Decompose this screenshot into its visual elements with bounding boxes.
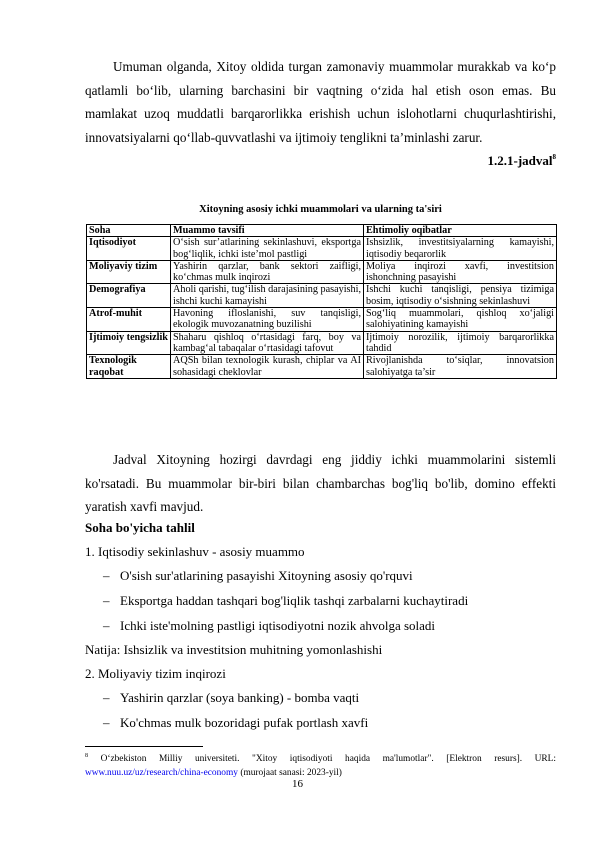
table-cell-soha: Demografiya [87,284,171,308]
table-cell-consequences: Ishsizlik, investitsiyalarning kamayishi, iqtisodiy beqarorlik [364,237,557,261]
table-cell-description: Aholi qarishi, tug‘ilish darajasining pasayishi, ishchi kuchi kamayishi [171,284,364,308]
table-cell-description: Havoning ifloslanishi, suv tanqisligi, ekologik muvozanatning buzilishi [171,308,364,332]
table-cell-description: AQSh bilan texnologik kurash, chiplar va AI sohasidagi cheklovlar [171,355,364,379]
table-cell-soha: Moliyaviy tizim [87,260,171,284]
list-item [103,592,468,610]
table-cell-description: Yashirin qarzlar, bank sektori zaifligi, ko‘chmas mulk inqirozi [171,260,364,284]
table-row [87,284,557,308]
table-cell-consequences: Ishchi kuchi tanqisligi, pensiya tizimiga bosim, iqtisodiy o‘sishning sekinlashuvi [364,284,557,308]
section-heading: Soha bo'yicha tahlil [85,520,195,535]
table-cell-consequences: Sog‘liq muammolari, qishloq xo‘jaligi salohiyatining kamayishi [364,308,557,332]
table-cell-consequences: Rivojlanishda to‘siqlar, innovatsion salohiyatga ta’sir [364,355,557,379]
table-row [87,331,557,355]
table-header-row [87,225,557,237]
footnote-text: O‘zbekiston Milliy universiteti. "Xitoy iqtisodiyoti haqida ma'lumotlar". [Elektron resurs]. URL: [100,754,556,764]
list-item-text: O'sish sur'atlarining pasayishi Xitoyning asosiy qo'rquvi [120,568,413,583]
table-cell-soha: Ijtimoiy tengsizlik [87,331,171,355]
list-item [103,689,359,707]
table-cell-consequences: Moliya inqirozi xavfi, investitsion ishonchning pasayishi [364,260,557,284]
item1-title: 1. Iqtisodiy sekinlashuv - asosiy muammo [85,544,305,559]
table-header-cell: Muammo tavsifi [171,225,364,237]
table-cell-soha: Iqtisodiyot [87,237,171,261]
table-row [87,237,557,261]
table-row [87,355,557,379]
table-number [488,153,557,169]
item1-result: Natija: Ishsizlik va investitsion muhitning yomonlashishi [85,642,383,657]
table-row [87,308,557,332]
footnote [85,750,556,780]
table-cell-consequences: Ijtimoiy norozilik, ijtimoiy barqarorlikka tahdid [364,331,557,355]
table-cell-soha: Atrof-muhit [87,308,171,332]
dash-icon: – [103,715,110,730]
list-item-text: Ichki iste'molning pastligi iqtisodiyotni nozik ahvolga soladi [120,618,436,633]
list-item [103,567,413,585]
footnote-divider [85,746,203,747]
dash-icon: – [103,568,110,583]
problems-table [86,224,557,379]
table-footnote-ref: 8 [552,153,556,161]
item2-title: 2. Moliyaviy tizim inqirozi [85,666,226,681]
list-item-text: Yashirin qarzlar (soya banking) - bomba vaqti [120,690,360,705]
footnote-number: 8 [85,753,88,759]
dash-icon: – [103,690,110,705]
table-cell-description: O‘sish sur’atlarining sekinlashuvi, eksportga bog‘liqlik, ichki iste’mol pastligi [171,237,364,261]
list-item [103,617,435,635]
table-title: Xitoyning asosiy ichki muammolari va ularning ta'siri [199,204,442,215]
page-number: 16 [292,778,303,790]
table-row [87,260,557,284]
dash-icon: – [103,618,110,633]
footnote-link[interactable]: www.nuu.uz/uz/research/china-economy [85,767,238,778]
table-cell-description: Shaharu qishloq o‘rtasidagi farq, boy va kambag‘al tabaqalar o‘rtasidagi tafovut [171,331,364,355]
table-number-text: 1.2.1-jadval [487,153,553,168]
table-cell-soha: Texnologik raqobat [87,355,171,379]
table-header-cell: Ehtimoliy oqibatlar [364,225,557,237]
intro-paragraph: Umuman olganda, Xitoy oldida turgan zamonaviy muammolar murakkab va ko‘p qatlamli bo‘lib, ularning barchasini bir vaqtning o‘zida hal etish oson emas. Bu mamlakat uzoq muddatli barqarorlikka erishish uchun islohotlarni chuqurlashtirishi, innovatsiyalarni qo‘llab-quvvatlashi va ijtimoiy tenglikni ta’minlashi zarur. [85,59,556,145]
list-item [103,714,368,732]
list-item-text: Eksportga haddan tashqari bog'liqlik tashqi zarbalarni kuchaytiradi [120,593,469,608]
footnote-access: (murojaat sanasi: 2023-yil) [240,767,342,778]
table-header-cell: Soha [87,225,171,237]
list-item-text: Ko'chmas mulk bozoridagi pufak portlash xavfi [120,715,369,730]
dash-icon: – [103,593,110,608]
after-table-paragraph: Jadval Xitoyning hozirgi davrdagi eng jiddiy ichki muammolarini sistemli ko'rsatadi. Bu muammolar bir-biri bilan chambarchas bog'liq bo'lib, domino effekti yaratish xavfi mavjud. [85,452,556,515]
